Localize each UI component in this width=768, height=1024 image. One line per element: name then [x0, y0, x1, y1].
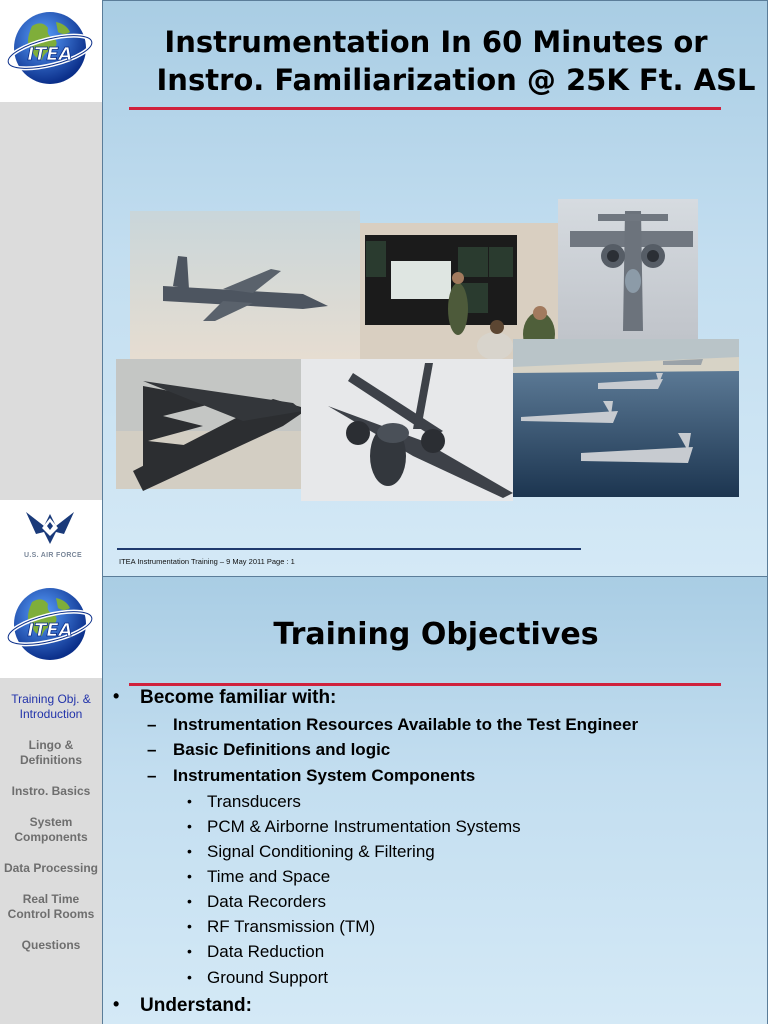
title-divider-2	[129, 683, 721, 686]
title-line-1: Instrumentation In 60 Minutes or	[164, 25, 708, 59]
itea-logo	[0, 0, 102, 102]
nav-item-training-objectives[interactable]: Training Obj. & Introduction	[11, 692, 91, 721]
title-line-2: Instro. Familiarization @ 25K Ft. ASL	[156, 63, 756, 97]
globe-icon	[6, 8, 94, 92]
slide-1-content	[102, 0, 768, 576]
nav-item-system-components[interactable]: System Components	[14, 815, 88, 844]
nav-item-lingo-definitions[interactable]: Lingo & Definitions	[20, 738, 82, 767]
b1-bomber-photo	[301, 359, 513, 501]
svg-text:ITEA: ITEA	[27, 620, 73, 641]
slide-2	[0, 576, 768, 1024]
aircraft-collage	[103, 1, 768, 577]
nav-item-instro-basics[interactable]: Instro. Basics	[11, 784, 91, 798]
footer-rule	[117, 548, 581, 550]
globe-icon	[6, 584, 94, 668]
nav-item-data-processing[interactable]: Data Processing	[3, 861, 99, 875]
f15-formation-photo	[513, 339, 739, 497]
a10-aircraft-photo	[558, 199, 698, 339]
air-force-symbol-icon	[24, 504, 76, 548]
svg-text:ITEA: ITEA	[27, 44, 73, 65]
slide-2-title: Training Objectives	[273, 617, 599, 652]
b2-bomber-photo	[116, 359, 328, 491]
air-force-text: U.S. AIR FORCE	[24, 552, 82, 559]
itea-logo-2	[0, 576, 102, 678]
b52-bomber-photo	[130, 211, 360, 359]
nav-item-questions[interactable]: Questions	[21, 938, 81, 952]
section-nav	[0, 692, 102, 969]
us-air-force-logo	[0, 500, 102, 576]
nav-item-real-time-control-rooms[interactable]: Real Time Control Rooms	[7, 892, 95, 921]
slide-1-footer: ITEA Instrumentation Training – 9 May 2011 Page : 1	[119, 557, 295, 566]
slide-2-content: Training Objectives • Become familiar with: – Instrumentation Resources Available to the Test Engineer – Basic Definitions and logic – Instrumentation System Components • Transducers • PCM & Airborne Instrumentation Systems • Signal Conditioning & Filtering • Time and Space • Data Recorders • RF Transmission (TM) • Data Reduction • Ground Support • Understand:	[102, 576, 768, 1024]
